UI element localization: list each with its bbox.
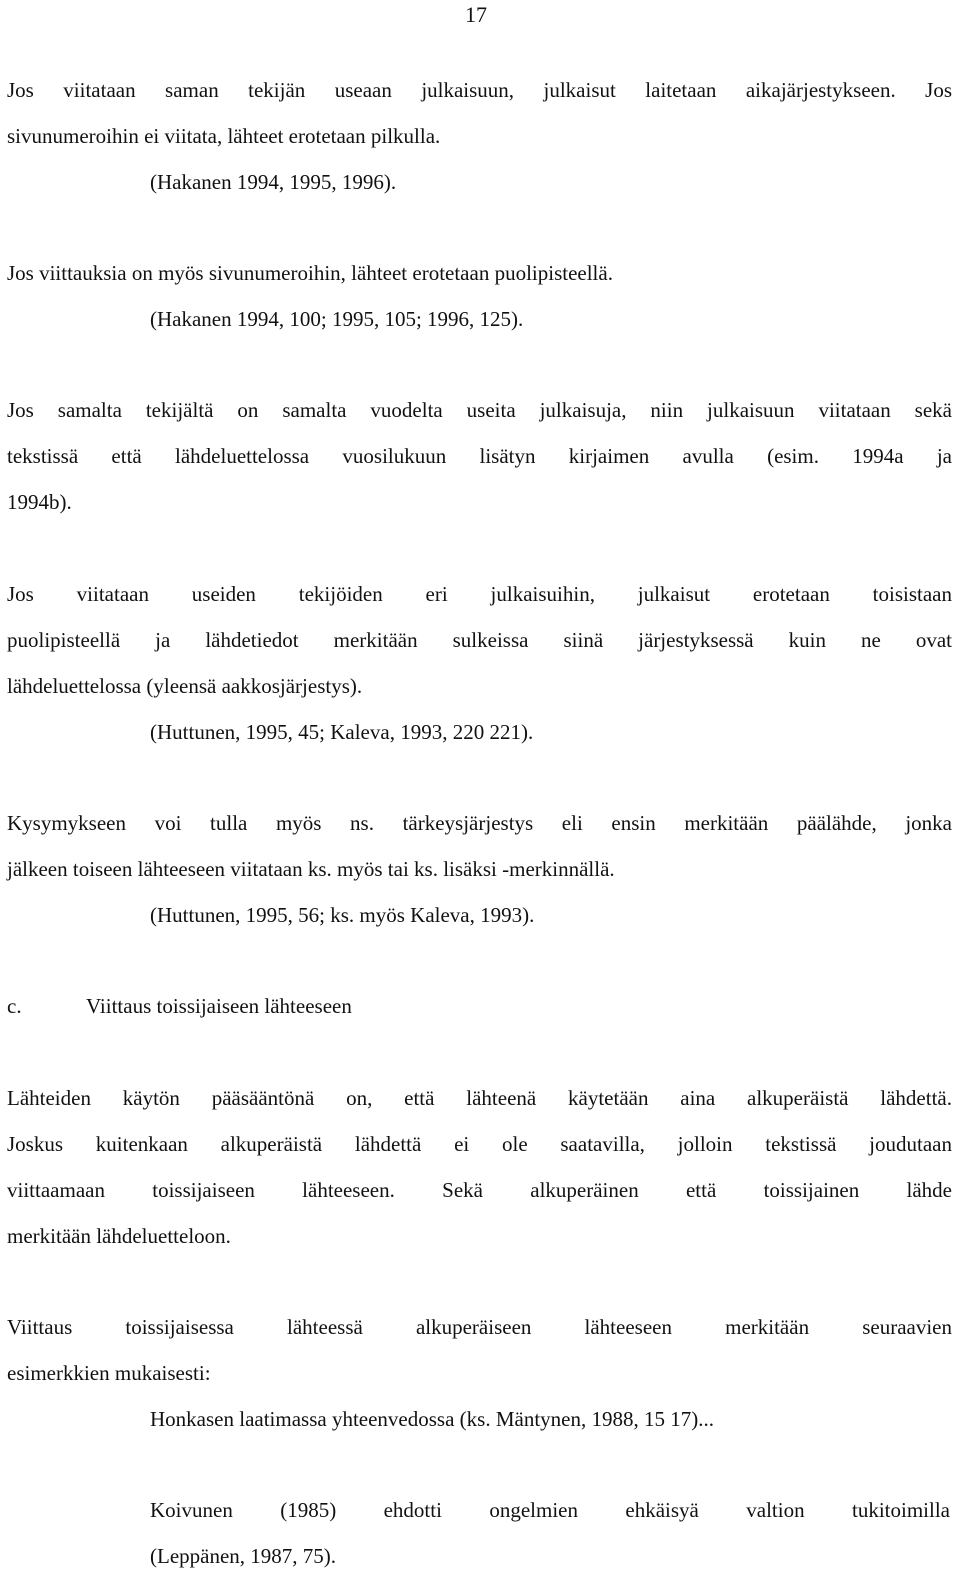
paragraph-2-line-1: Jos viittauksia on myös sivunumeroihin, lähteet erotetaan puolipisteellä. [7, 261, 613, 285]
paragraph-6-line-4: merkitään lähdeluetteloon. [7, 1224, 231, 1248]
paragraph-6-line-3: viittaamaan toissijaiseen lähteeseen. Sekä alkuperäinen että toissijainen lähde [7, 1178, 952, 1202]
paragraph-4-line-3: lähdeluettelossa (yleensä aakkosjärjestys). [7, 674, 363, 698]
paragraph-3-line-2: tekstissä että lähdeluettelossa vuosilukuun lisätyn kirjaimen avulla (esim. 1994a ja [7, 444, 952, 468]
example-citation-6-line-1: Koivunen (1985) ehdotti ongelmien ehkäisyä valtion tukitoimilla [150, 1498, 950, 1522]
page-number: 17 [465, 2, 487, 27]
paragraph-5-line-2: jälkeen toiseen lähteeseen viitataan ks. myös tai ks. lisäksi -merkinnällä. [7, 857, 615, 881]
example-citation-5: Honkasen laatimassa yhteenvedossa (ks. Mäntynen, 1988, 15 17)... [150, 1407, 714, 1431]
paragraph-1-line-1: Jos viitataan saman tekijän useaan julkaisuun, julkaisut laitetaan aikajärjestykseen. Jos [7, 78, 952, 102]
paragraph-6-line-1: Lähteiden käytön pääsääntönä on, että lähteenä käytetään aina alkuperäistä lähdettä. [7, 1086, 952, 1110]
section-heading: Viittaus toissijaiseen lähteeseen [86, 994, 352, 1018]
paragraph-3-line-3: 1994b). [7, 490, 72, 514]
paragraph-5-line-1: Kysymykseen voi tulla myös ns. tärkeysjärjestys eli ensin merkitään päälähde, jonka [7, 811, 952, 835]
example-citation-4: (Huttunen, 1995, 56; ks. myös Kaleva, 1993). [150, 903, 535, 927]
paragraph-7-line-1: Viittaus toissijaisessa lähteessä alkuperäiseen lähteeseen merkitään seuraavien [7, 1315, 952, 1339]
paragraph-1-line-2: sivunumeroihin ei viitata, lähteet erotetaan pilkulla. [7, 124, 441, 148]
example-citation-1: (Hakanen 1994, 1995, 1996). [150, 170, 397, 194]
paragraph-3-line-1: Jos samalta tekijältä on samalta vuodelta useita julkaisuja, niin julkaisuun viitataan sekä [7, 398, 952, 422]
paragraph-4-line-1: Jos viitataan useiden tekijöiden eri julkaisuihin, julkaisut erotetaan toisistaan [7, 582, 952, 606]
paragraph-6-line-2: Joskus kuitenkaan alkuperäistä lähdettä ei ole saatavilla, jolloin tekstissä joudutaan [7, 1132, 952, 1156]
paragraph-7-line-2: esimerkkien mukaisesti: [7, 1361, 211, 1385]
example-citation-6-line-2: (Leppänen, 1987, 75). [150, 1544, 337, 1568]
example-citation-3: (Huttunen, 1995, 45; Kaleva, 1993, 220 221). [150, 720, 534, 744]
paragraph-4-line-2: puolipisteellä ja lähdetiedot merkitään sulkeissa siinä järjestyksessä kuin ne ovat [7, 628, 952, 652]
section-letter: c. [7, 994, 22, 1018]
example-citation-2: (Hakanen 1994, 100; 1995, 105; 1996, 125). [150, 307, 524, 331]
